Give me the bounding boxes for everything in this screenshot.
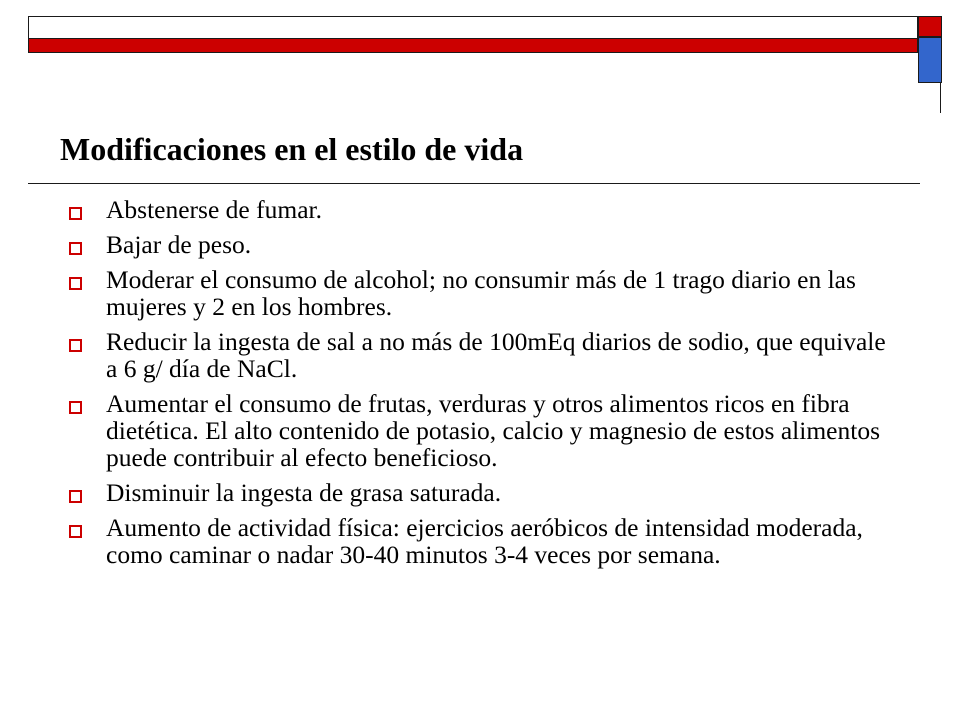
slide-title: Modificaciones en el estilo de vida bbox=[60, 131, 524, 167]
bullet-text: Abstenerse de fumar. bbox=[106, 195, 322, 224]
list-item bbox=[60, 328, 900, 382]
hollow-square-icon bbox=[69, 525, 82, 538]
title-underline bbox=[28, 183, 920, 184]
bullet-text: Reducir la ingesta de sal a no más de 100mEq diarios de sodio, que equivale a 6 g/ día de NaCl. bbox=[106, 327, 886, 383]
bullet-text: Aumentar el consumo de frutas, verduras y otros alimentos ricos en fibra dietética. El alto contenido de potasio, calcio y magnesio de estos alimentos puede contribuir al efecto beneficioso. bbox=[106, 389, 880, 472]
list-item bbox=[60, 231, 900, 258]
list-item bbox=[60, 514, 900, 568]
bullet-list bbox=[60, 196, 900, 576]
top-bar-white-band bbox=[29, 17, 918, 38]
hollow-square-icon bbox=[69, 401, 82, 414]
hollow-square-icon bbox=[69, 339, 82, 352]
list-item bbox=[60, 390, 900, 471]
hollow-square-icon bbox=[69, 207, 82, 220]
top-bar-red-band bbox=[29, 38, 918, 52]
hollow-square-icon bbox=[69, 277, 82, 290]
bullet-text: Bajar de peso. bbox=[106, 230, 252, 259]
bullet-text: Disminuir la ingesta de grasa saturada. bbox=[106, 478, 502, 507]
side-divider-line bbox=[940, 83, 941, 113]
top-decorative-bar bbox=[28, 16, 942, 53]
hollow-square-icon bbox=[69, 242, 82, 255]
corner-blue-block bbox=[918, 37, 942, 83]
bullet-text: Aumento de actividad física: ejercicios aeróbicos de intensidad moderada, como caminar o nadar 30-40 minutos 3-4 veces por semana. bbox=[106, 513, 863, 569]
list-item bbox=[60, 479, 900, 506]
list-item bbox=[60, 196, 900, 223]
bullet-text: Moderar el consumo de alcohol; no consumir más de 1 trago diario en las mujeres y 2 en los hombres. bbox=[106, 265, 856, 321]
hollow-square-icon bbox=[69, 490, 82, 503]
corner-red-block bbox=[918, 16, 942, 37]
list-item bbox=[60, 266, 900, 320]
